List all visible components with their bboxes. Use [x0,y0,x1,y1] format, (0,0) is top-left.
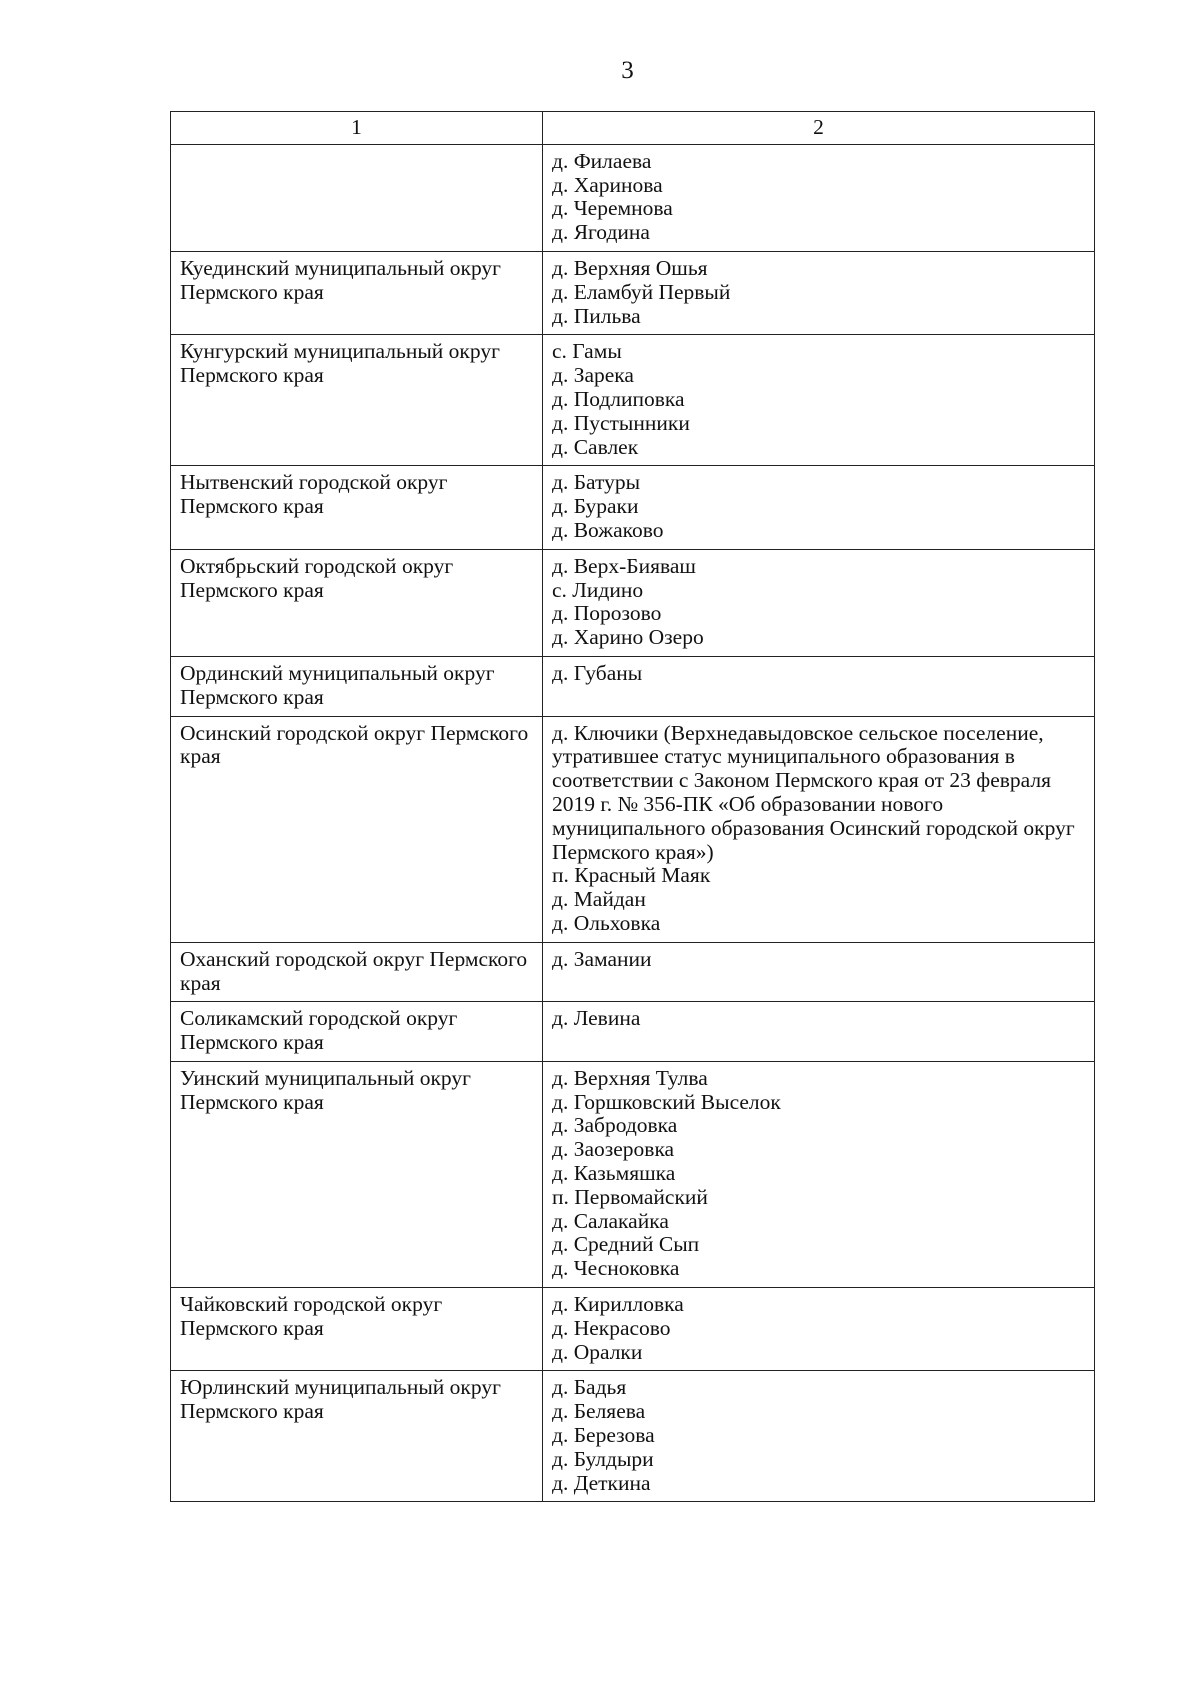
settlement-item: с. Гамы [552,339,622,364]
settlement-item: д. Беляева [552,1399,646,1424]
settlement-item: д. Порозово [552,601,662,626]
district-name-cell: Кунгурский муниципальный округ Пермского края [171,335,543,466]
settlement-item: д. Батуры [552,470,641,495]
settlements-cell [543,466,1095,549]
district-name-cell: Оханский городской округ Пермского края [171,942,543,1002]
settlement-item: с. Лидино [552,577,644,602]
district-name-cell: Октябрьский городской округ Пермского края [171,549,543,656]
settlement-item: д. Пильва [552,303,641,328]
settlement-item: д. Кирилловка [552,1292,684,1317]
settlement-item: д. Верхняя Ошья [552,255,708,280]
settlement-item: д. Еламбуй Первый [552,279,731,304]
settlement-item: д. Зарека [552,363,634,388]
table-row [171,549,1095,656]
settlements-cell [543,1002,1095,1062]
table-row [171,716,1095,942]
settlement-item: д. Казьмяшка [552,1161,676,1186]
district-name-cell: Соликамский городской округ Пермского края [171,1002,543,1062]
page-number: 3 [621,57,634,84]
table-row [171,942,1095,1002]
settlement-item: д. Верхняя Тулва [552,1065,708,1090]
settlements-cell [543,251,1095,334]
district-name-cell: Нытвенский городской округ Пермского края [171,466,543,549]
table-row [171,251,1095,334]
district-name-cell: Ординский муниципальный округ Пермского края [171,656,543,716]
settlement-item: д. Оралки [552,1339,643,1364]
table-row [171,466,1095,549]
settlements-cell [543,144,1095,251]
table-row [171,144,1095,251]
settlement-item: д. Ключики (Верхнедавыдовское сельское поселение, утратившее статус муниципального образования в соответствии с Законом Пермского края от 23 февраля 2019 г. № 356-ПК «Об образовании нового муниципального образования Осинский городской округ Пермского края») [552,720,1075,864]
table-row [171,656,1095,716]
settlement-item: д. Бураки [552,494,639,519]
table-body [171,144,1095,1502]
settlement-item: д. Заозеровка [552,1137,675,1162]
settlement-item: д. Савлек [552,434,639,459]
settlements-cell [543,1288,1095,1371]
settlement-item: д. Майдан [552,887,646,912]
district-name-cell [171,144,543,251]
settlement-item: д. Губаны [552,660,643,685]
settlement-item: п. Первомайский [552,1184,708,1209]
settlement-item: д. Пустынники [552,410,690,435]
settlement-item: д. Черемнова [552,196,673,221]
settlement-item: д. Ягодина [552,220,650,245]
settlement-item: д. Некрасово [552,1315,671,1340]
table-row [171,335,1095,466]
settlement-item: д. Подлиповка [552,386,685,411]
table-row [171,1371,1095,1502]
settlement-item: п. Красный Маяк [552,863,711,888]
column-header-1: 1 [171,112,543,145]
settlement-item: д. Филаева [552,148,652,173]
settlement-item: д. Харино Озеро [552,625,704,650]
settlements-cell [543,335,1095,466]
settlement-item: д. Березова [552,1423,655,1448]
table-row [171,1002,1095,1062]
settlements-cell [543,1371,1095,1502]
district-name-cell: Уинский муниципальный округ Пермского края [171,1061,543,1287]
settlement-item: д. Вожаково [552,517,664,542]
settlement-item: д. Чесноковка [552,1256,680,1281]
district-name-cell: Юрлинский муниципальный округ Пермского края [171,1371,543,1502]
settlements-cell [543,716,1095,942]
settlements-cell [543,1061,1095,1287]
settlement-item: д. Замании [552,946,652,971]
settlement-item: д. Левина [552,1006,641,1031]
settlements-cell [543,549,1095,656]
settlement-item: д. Булдыри [552,1446,654,1471]
settlements-table [170,111,1095,1502]
settlement-item: д. Горшковский Выселок [552,1089,781,1114]
table-header-row [171,112,1095,145]
district-name-cell: Чайковский городской округ Пермского края [171,1288,543,1371]
column-header-2: 2 [543,112,1095,145]
settlements-cell [543,656,1095,716]
settlement-item: д. Забродовка [552,1113,678,1138]
settlement-item: д. Бадья [552,1375,627,1400]
settlements-cell [543,942,1095,1002]
settlement-item: д. Салакайка [552,1208,669,1233]
settlement-item: д. Харинова [552,172,663,197]
district-name-cell: Куединский муниципальный округ Пермского края [171,251,543,334]
table-row [171,1288,1095,1371]
settlement-item: д. Деткина [552,1470,651,1495]
settlement-item: д. Ольховка [552,910,661,935]
district-name-cell: Осинский городской округ Пермского края [171,716,543,942]
settlement-item: д. Верх-Бияваш [552,553,696,578]
settlement-item: д. Средний Сып [552,1232,700,1257]
table-row [171,1061,1095,1287]
